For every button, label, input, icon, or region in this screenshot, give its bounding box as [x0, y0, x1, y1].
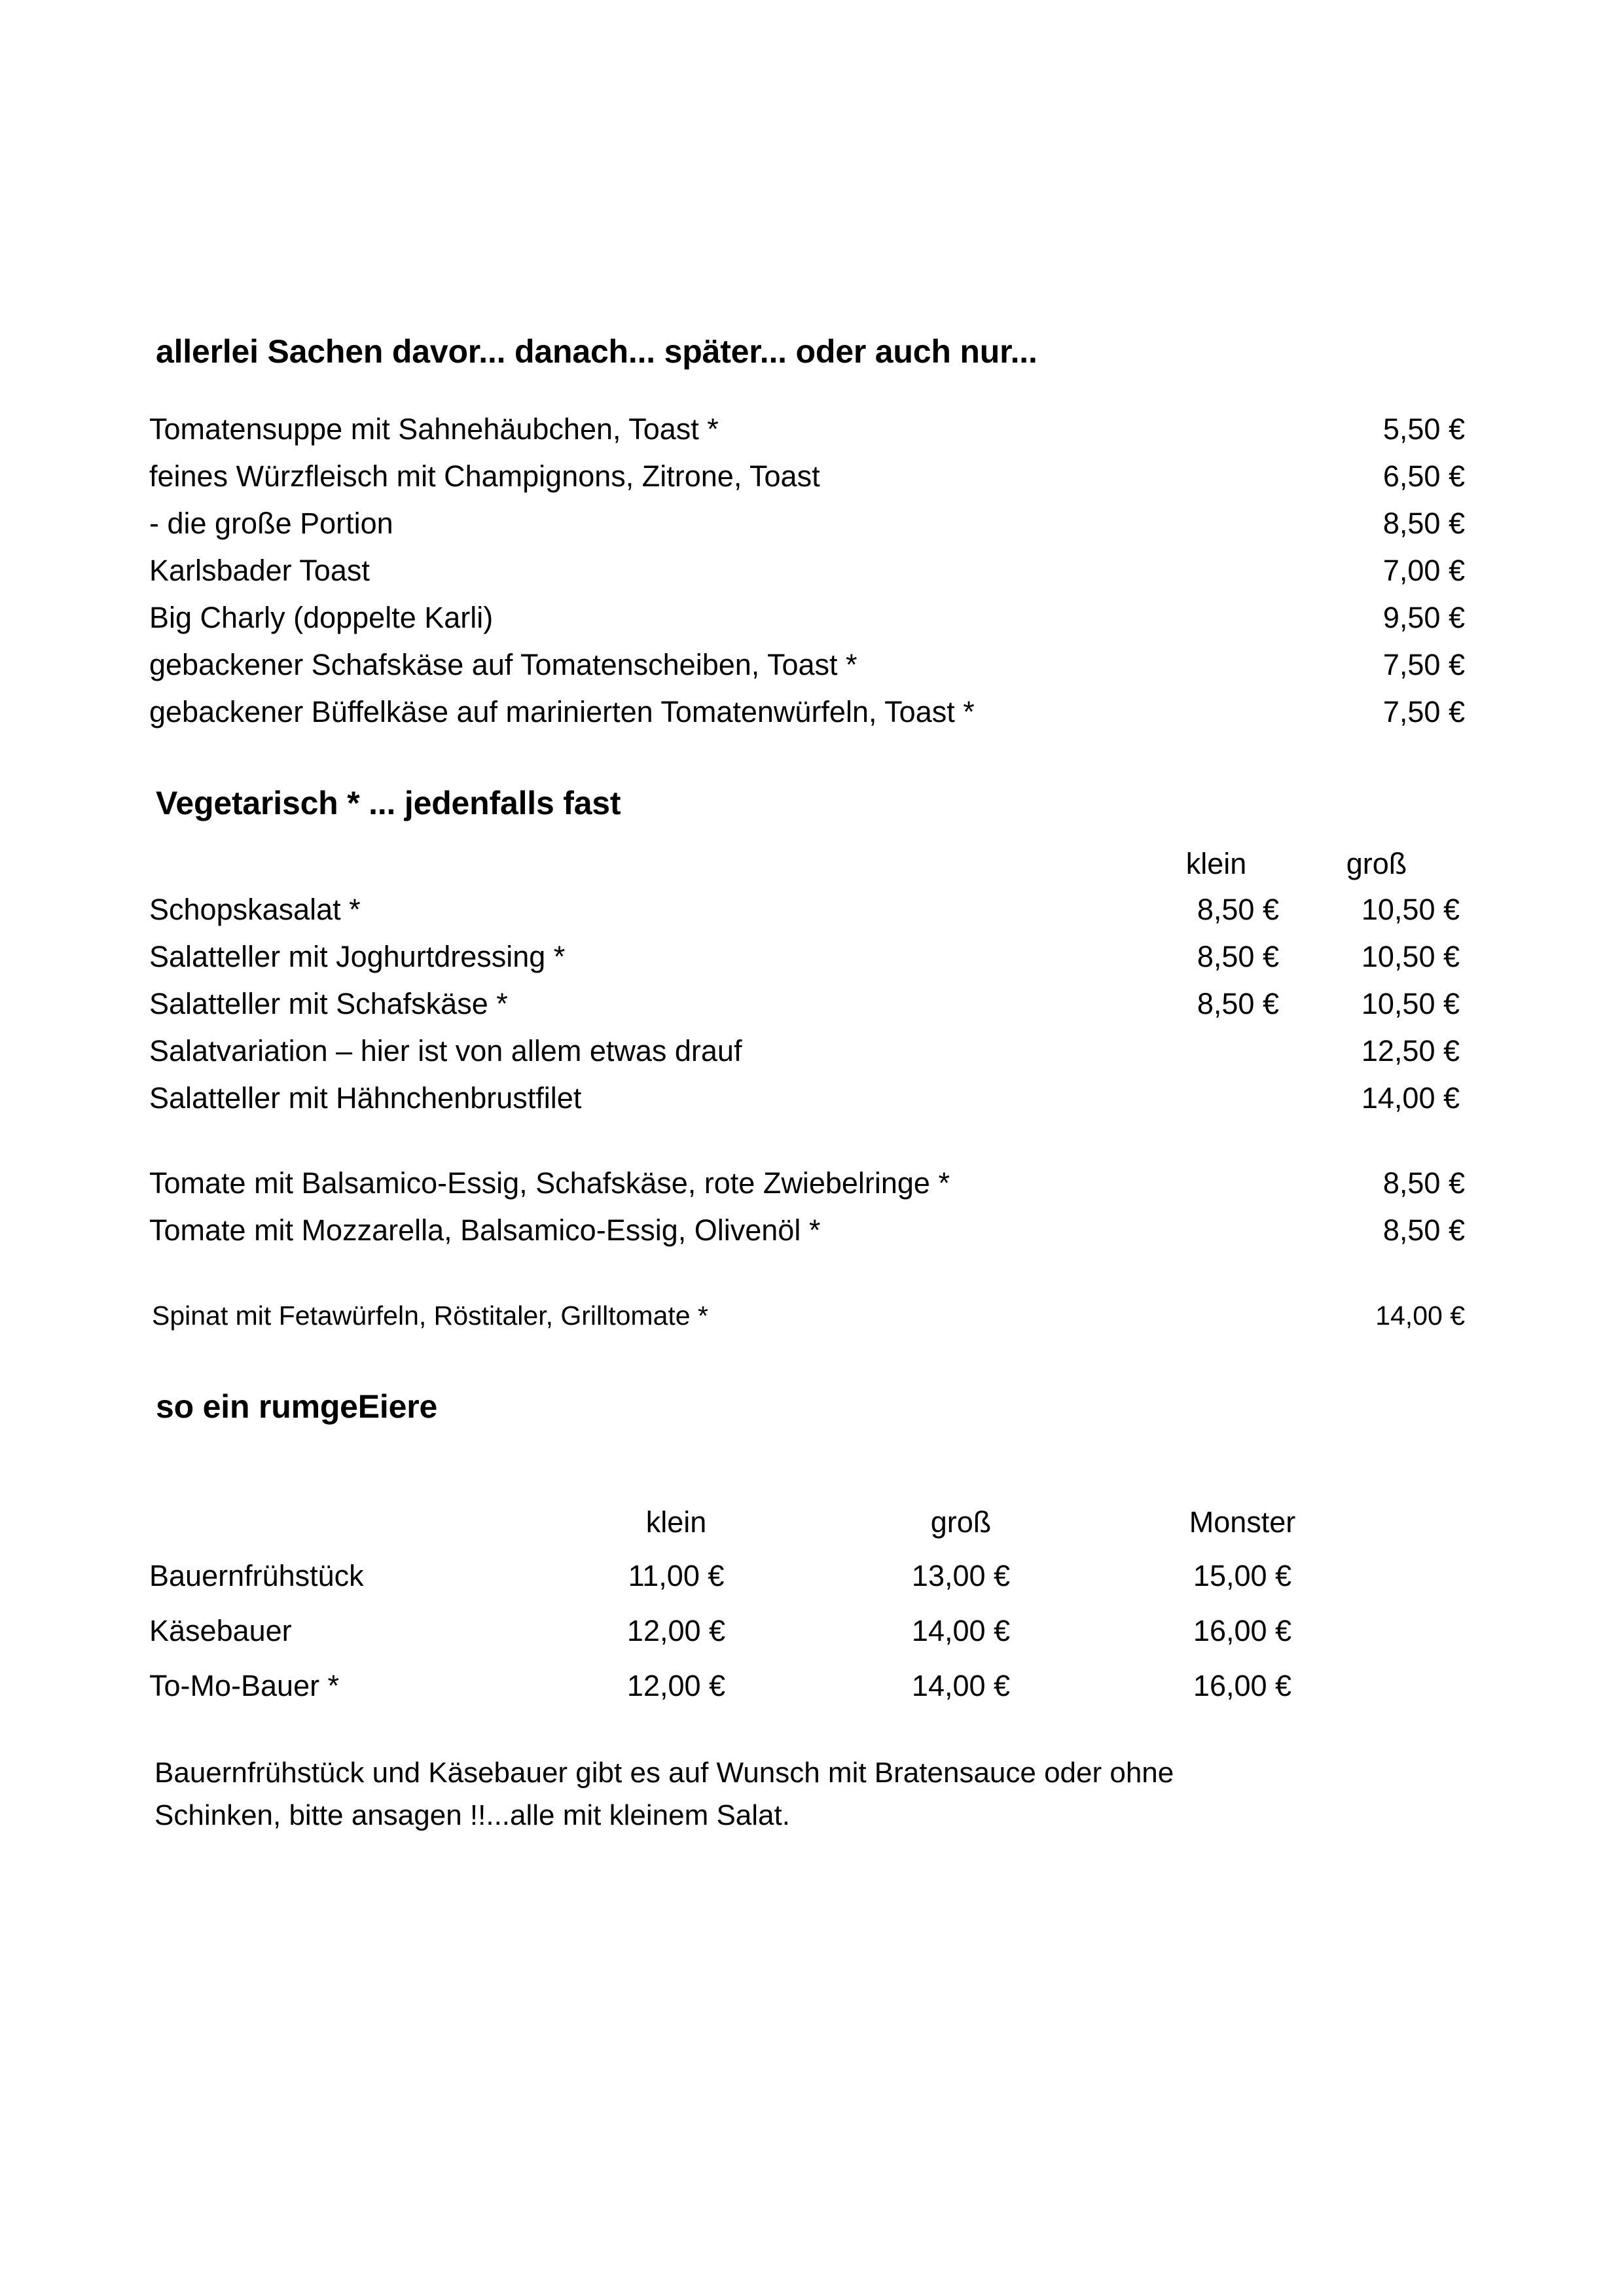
menu-item — [149, 689, 1465, 736]
item-price: 8,50 € — [1382, 507, 1465, 540]
item-price-klein: 8,50 € — [1197, 893, 1279, 926]
spacer — [149, 1423, 1465, 1496]
item-price-monster: 15,00 € — [1193, 1559, 1292, 1592]
spacer — [149, 1339, 1465, 1390]
menu-item — [149, 1075, 1465, 1122]
menu-content — [149, 335, 1465, 1837]
note-line: Schinken, bitte ansagen !!...alle mit kleinem Salat. — [154, 1799, 790, 1831]
item-price: 6,50 € — [1382, 459, 1465, 493]
item-price-gross: 14,00 € — [911, 1669, 1011, 1702]
menu-item — [149, 933, 1465, 980]
column-header-monster: Monster — [1189, 1505, 1296, 1539]
item-name: gebackener Büffelkäse auf marinierten Tomatenwürfeln, Toast * — [149, 695, 975, 728]
spacer — [149, 368, 1465, 406]
vegetarian-column-headers — [149, 842, 1465, 886]
item-price-gross: 10,50 € — [1361, 940, 1460, 973]
item-price: 7,50 € — [1382, 695, 1465, 728]
column-header-klein: klein — [1185, 847, 1247, 880]
note-line: Bauernfrühstück und Käsebauer gibt es auf Wunsch mit Bratensauce oder ohne — [154, 1757, 1174, 1789]
table-row — [149, 1549, 1380, 1604]
spacer — [149, 1122, 1465, 1160]
menu-item — [149, 980, 1465, 1028]
item-price-gross: 13,00 € — [911, 1559, 1011, 1592]
item-price: 8,50 € — [1382, 1213, 1465, 1247]
menu-item — [149, 1207, 1465, 1254]
item-name: To-Mo-Bauer * — [149, 1669, 340, 1702]
menu-item — [149, 594, 1465, 641]
item-price-gross: 10,50 € — [1361, 893, 1460, 926]
menu-item — [149, 406, 1465, 453]
eggs-table — [149, 1496, 1380, 1713]
item-price-gross: 12,50 € — [1361, 1034, 1460, 1067]
table-header-row — [149, 1496, 1380, 1549]
column-header-klein: klein — [645, 1505, 707, 1539]
table-row — [149, 1604, 1380, 1659]
item-price: 8,50 € — [1382, 1166, 1465, 1200]
section-heading-starters: allerlei Sachen davor... danach... später... oder auch nur... — [156, 333, 1038, 370]
table-row — [149, 1659, 1380, 1713]
tomato-items-list — [149, 1160, 1465, 1254]
menu-item — [149, 547, 1465, 594]
item-name: Salatteller mit Hähnchenbrustfilet — [149, 1081, 582, 1115]
item-name: feines Würzfleisch mit Champignons, Zitrone, Toast — [149, 459, 820, 493]
menu-item — [149, 1028, 1465, 1075]
item-price-klein: 12,00 € — [626, 1669, 726, 1702]
menu-item — [149, 641, 1465, 689]
item-name: Salatvariation – hier ist von allem etwas drauf — [149, 1034, 742, 1067]
item-price-gross: 14,00 € — [911, 1614, 1011, 1647]
item-name: Tomate mit Mozzarella, Balsamico-Essig, Olivenöl * — [149, 1213, 821, 1247]
salads-list — [149, 886, 1465, 1122]
starters-list — [149, 406, 1465, 736]
item-name: gebackener Schafskäse auf Tomatenscheiben, Toast * — [149, 648, 857, 681]
item-price-klein: 8,50 € — [1197, 987, 1279, 1020]
item-name: Käsebauer — [149, 1614, 292, 1647]
item-price-klein: 8,50 € — [1197, 940, 1279, 973]
item-name: - die große Portion — [149, 507, 393, 540]
menu-item — [149, 886, 1465, 933]
item-name: Bauernfrühstück — [149, 1559, 364, 1592]
column-header-name — [149, 1496, 535, 1549]
item-name: Salatteller mit Schafskäse * — [149, 987, 508, 1020]
spacer — [149, 736, 1465, 787]
item-name: Schopskasalat * — [149, 893, 361, 926]
column-header-gross: groß — [930, 1505, 992, 1539]
menu-item — [149, 1160, 1465, 1207]
extra-items-list — [149, 1292, 1465, 1339]
column-header-gross: groß — [1346, 847, 1407, 880]
item-name: Karlsbader Toast — [149, 554, 370, 587]
item-name: Big Charly (doppelte Karli) — [149, 601, 494, 634]
item-price-monster: 16,00 € — [1193, 1669, 1292, 1702]
item-price: 7,00 € — [1382, 554, 1465, 587]
item-price: 9,50 € — [1382, 601, 1465, 634]
item-price-monster: 16,00 € — [1193, 1614, 1292, 1647]
section-heading-eggs: so ein rumgeEiere — [156, 1388, 438, 1425]
item-name: Tomatensuppe mit Sahnehäubchen, Toast * — [149, 412, 719, 446]
spacer — [149, 1713, 1465, 1751]
menu-item — [149, 500, 1465, 547]
item-price: 7,50 € — [1382, 648, 1465, 681]
item-name: Tomate mit Balsamico-Essig, Schafskäse, rote Zwiebelringe * — [149, 1166, 950, 1200]
section-heading-vegetarian: Vegetarisch * ... jedenfalls fast — [156, 785, 621, 821]
menu-item — [149, 453, 1465, 500]
menu-item — [152, 1292, 1465, 1339]
item-price-klein: 12,00 € — [626, 1614, 726, 1647]
item-name: Salatteller mit Joghurtdressing * — [149, 940, 566, 973]
spacer — [149, 819, 1465, 842]
item-price-gross: 10,50 € — [1361, 987, 1460, 1020]
item-price-gross: 14,00 € — [1361, 1081, 1460, 1115]
item-price: 14,00 € — [1375, 1300, 1465, 1331]
eggs-note — [154, 1751, 1398, 1837]
item-price: 5,50 € — [1382, 412, 1465, 446]
spacer — [149, 1254, 1465, 1292]
item-price-klein: 11,00 € — [628, 1559, 725, 1592]
item-name: Spinat mit Fetawürfeln, Röstitaler, Grilltomate * — [152, 1300, 708, 1331]
